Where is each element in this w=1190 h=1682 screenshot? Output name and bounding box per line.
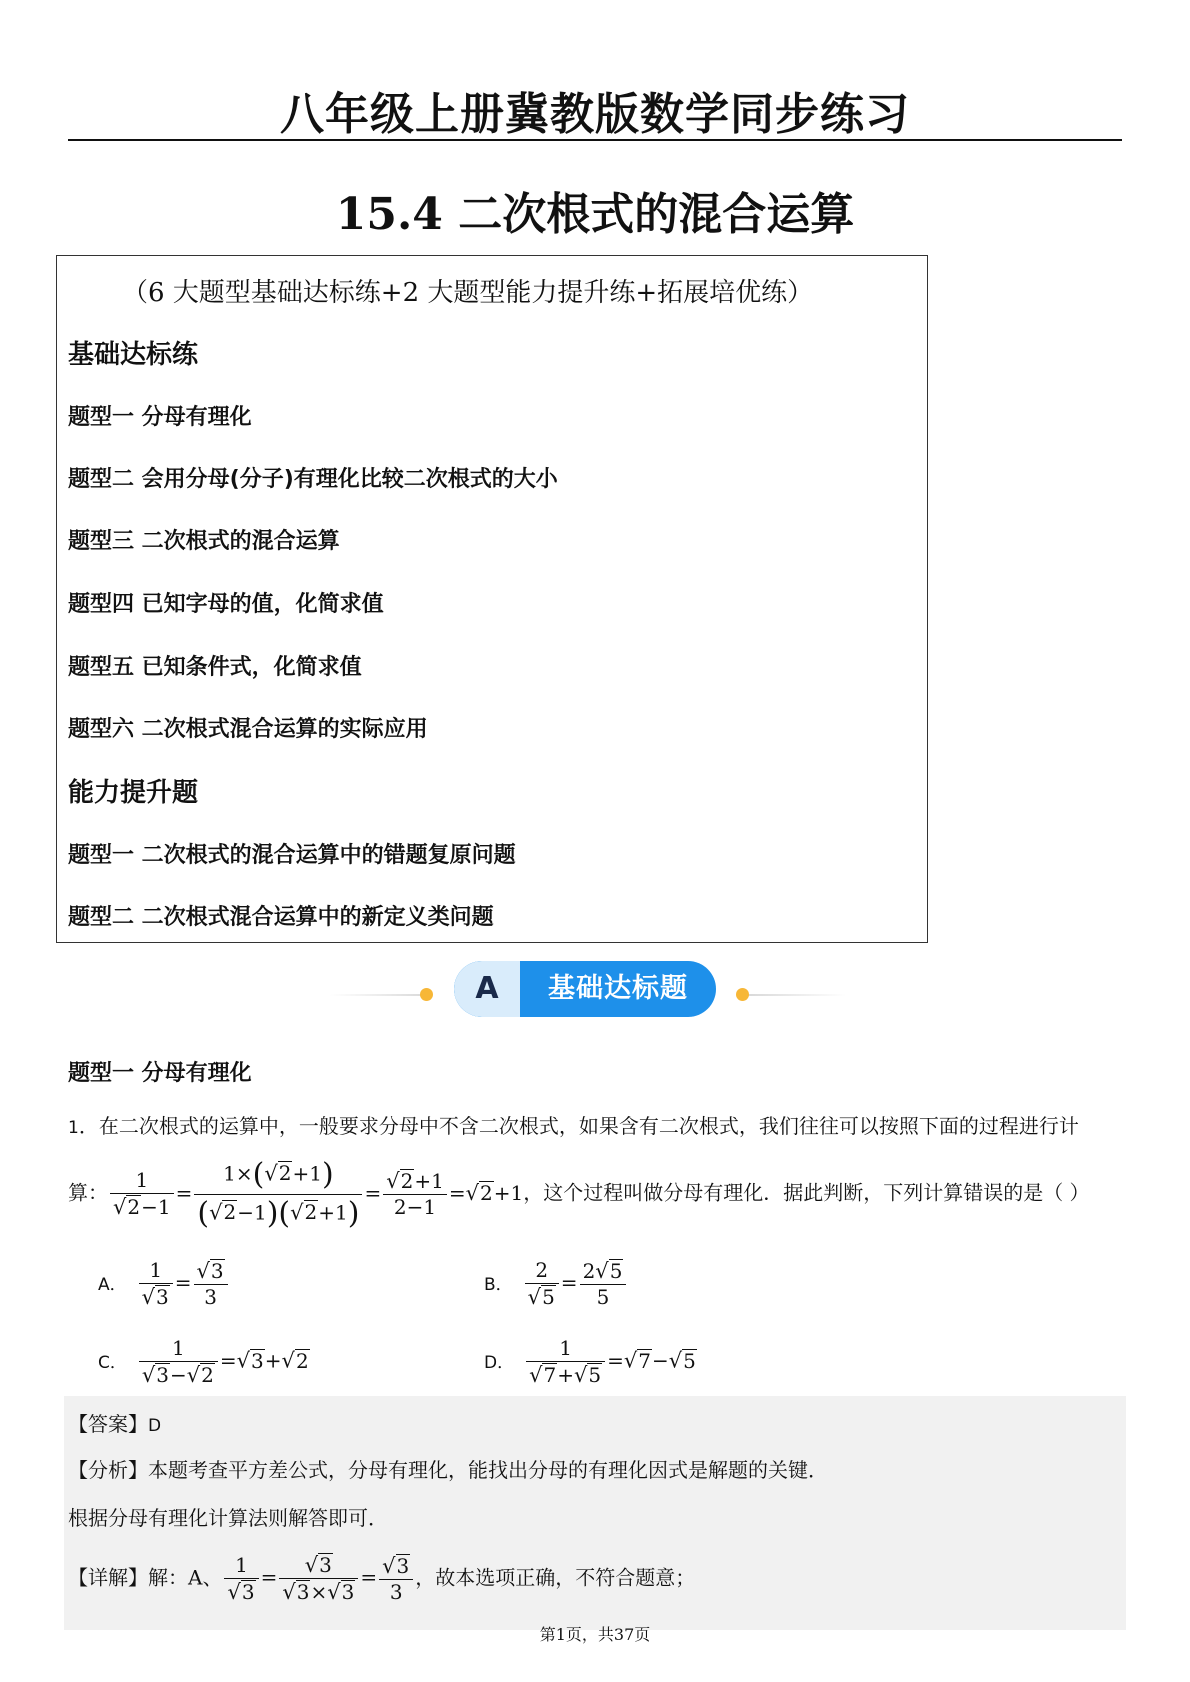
- option-b: B． $\frac{2}{√5}$ = $\frac{2√5}{5}$: [484, 1258, 628, 1310]
- title-rule: [68, 139, 1122, 141]
- analysis-text: 本题考查平方差公式，分母有理化，能找出分母的有理化因式是解题的关键．: [148, 1458, 828, 1482]
- detail-suffix: ，故本选项正确，不符合题意；: [415, 1565, 696, 1590]
- option-b-label: B．: [484, 1274, 513, 1295]
- option-d-label: D．: [484, 1352, 515, 1373]
- analysis-line: [68, 1454, 828, 1483]
- detail-line: [68, 1552, 695, 1606]
- toc-basic-item: 题型二 会用分母(分子)有理化比较二次根式的大小: [68, 467, 558, 492]
- formula-detail-a: $\frac{1}{√3}$ = $\frac{√3}{√3\times√3}$ = $\frac{√3}{3}$: [222, 1565, 415, 1589]
- question-text: ．在二次根式的运算中，一般要求分母中不含二次根式，如果含有二次根式，我们往往可以按照下面的过程进行计: [78, 1114, 1079, 1138]
- answer-line: [68, 1408, 161, 1437]
- badge-right-dot: [736, 988, 749, 1001]
- toc-advanced-item: 题型一 二次根式的混合运算中的错题复原问题: [68, 843, 516, 868]
- detail-prefix: 解：A、: [148, 1565, 223, 1590]
- question-text-prefix: 算：: [68, 1180, 108, 1205]
- document-title: 八年级上册冀教版数学同步练习: [280, 89, 910, 140]
- section-badge: [454, 961, 716, 1017]
- section-title: 15.4 二次根式的混合运算: [335, 189, 855, 240]
- toc-subtitle: （6 大题型基础达标练+2 大题型能力提升练+拓展培优练）: [122, 278, 814, 308]
- option-c-label: C．: [98, 1352, 127, 1373]
- question-text-suffix: ，这个过程叫做分母有理化．据此判断，下列计算错误的是（ ）: [523, 1180, 1090, 1205]
- question-text-line1: [68, 1110, 1079, 1139]
- option-c: C． $\frac{1}{√3-√2}$ =√3+√2: [98, 1336, 309, 1387]
- toc-advanced-item: 题型二 二次根式混合运算中的新定义类问题: [68, 905, 494, 930]
- toc-basic-item: 题型四 已知字母的值，化简求值: [68, 592, 384, 617]
- analysis-label: 【分析】: [68, 1458, 148, 1482]
- answer-value: D: [148, 1416, 162, 1436]
- badge-right-line: [746, 994, 846, 996]
- toc-basic-item: 题型三 二次根式的混合运算: [68, 529, 340, 554]
- badge-letter: A: [475, 971, 499, 1006]
- toc-basic-item: 题型一 分母有理化: [68, 405, 252, 430]
- badge-label: 基础达标题: [548, 973, 688, 1004]
- toc-basic-item: 题型六 二次根式混合运算的实际应用: [68, 717, 428, 742]
- badge-left-line: [330, 994, 430, 996]
- question-text-line2: [68, 1156, 1090, 1232]
- option-a-label: A．: [98, 1274, 127, 1295]
- detail-label: 【详解】: [68, 1565, 148, 1590]
- badge-left-dot: [420, 988, 433, 1001]
- toc-advanced-heading: 能力提升题: [68, 778, 199, 808]
- formula-rationalize: $\frac{1}{√2-1}$ = $\frac{1\times(√2+1)}{(√2-1)(√2+1)}$ = $\frac{√2+1}{2-1}$ =√2+1: [108, 1181, 523, 1205]
- question-number: 1: [68, 1118, 79, 1138]
- page-footer: 第1页，共37页: [539, 1625, 651, 1644]
- answer-label: 【答案】: [68, 1412, 148, 1436]
- option-a: A． $\frac{1}{√3}$ = $\frac{√3}{3}$: [98, 1258, 230, 1310]
- type-heading: 题型一 分母有理化: [68, 1061, 252, 1086]
- option-d: D． $\frac{1}{√7+√5}$ =√7−√5: [484, 1336, 696, 1387]
- toc-basic-heading: 基础达标练: [68, 340, 199, 370]
- toc-basic-item: 题型五 已知条件式，化简求值: [68, 655, 362, 680]
- analysis-line-2: 根据分母有理化计算法则解答即可．: [68, 1506, 388, 1530]
